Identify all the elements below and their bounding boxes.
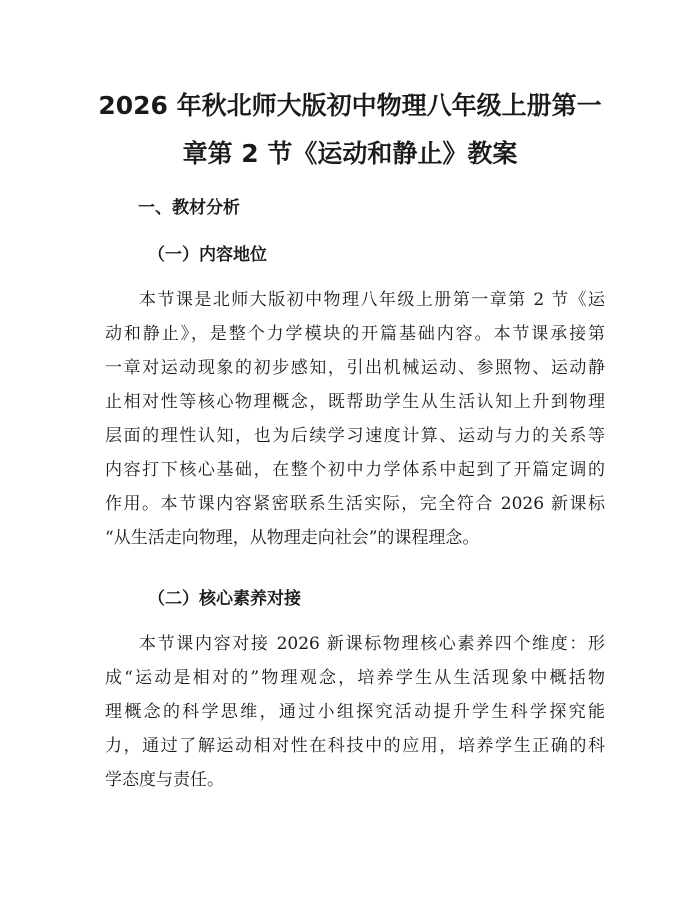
paragraph-line: 层面的理性认知，也为后续学习速度计算、运动与力的关系等 xyxy=(105,426,605,446)
paragraph-core-literacy xyxy=(105,627,605,797)
paragraph-line: 动和静止》，是整个力学模块的开篇基础内容。本节课承接第 xyxy=(105,324,605,344)
paragraph-line: 本节课内容对接 2026 新课标物理核心素养四个维度：形 xyxy=(139,634,605,654)
subsection-heading-core-literacy: （二）核心素养对接 xyxy=(148,589,301,609)
document-title-line-2: 章第 2 节《运动和静止》教案 xyxy=(182,139,518,168)
paragraph-content-position xyxy=(105,283,605,555)
paragraph-line: 止相对性等核心物理概念，既帮助学生从生活认知上升到物理 xyxy=(105,392,605,412)
paragraph-line: 力，通过了解运动相对性在科技中的应用，培养学生正确的科 xyxy=(105,736,605,756)
paragraph-line: 作用。本节课内容紧密联系生活实际，完全符合 2026 新课标 xyxy=(105,494,605,514)
paragraph-line: 内容打下核心基础，在整个初中力学体系中起到了开篇定调的 xyxy=(105,460,605,480)
document-title-line-1: 2026 年秋北师大版初中物理八年级上册第一 xyxy=(98,91,602,120)
section-heading: 一、教材分析 xyxy=(138,198,240,218)
paragraph-line: 本节课是北师大版初中物理八年级上册第一章第 2 节《运 xyxy=(139,290,605,310)
paragraph-line: “从生活走向物理，从物理走向社会”的课程理念。 xyxy=(105,528,480,548)
paragraph-line: 一章对运动现象的初步感知，引出机械运动、参照物、运动静 xyxy=(105,358,605,378)
subsection-heading-content-position: （一）内容地位 xyxy=(148,245,267,265)
paragraph-line: 理概念的科学思维，通过小组探究活动提升学生科学探究能 xyxy=(105,702,605,722)
paragraph-line: 成“运动是相对的”物理观念，培养学生从生活现象中概括物 xyxy=(105,668,605,688)
paragraph-line: 学态度与责任。 xyxy=(105,770,224,790)
